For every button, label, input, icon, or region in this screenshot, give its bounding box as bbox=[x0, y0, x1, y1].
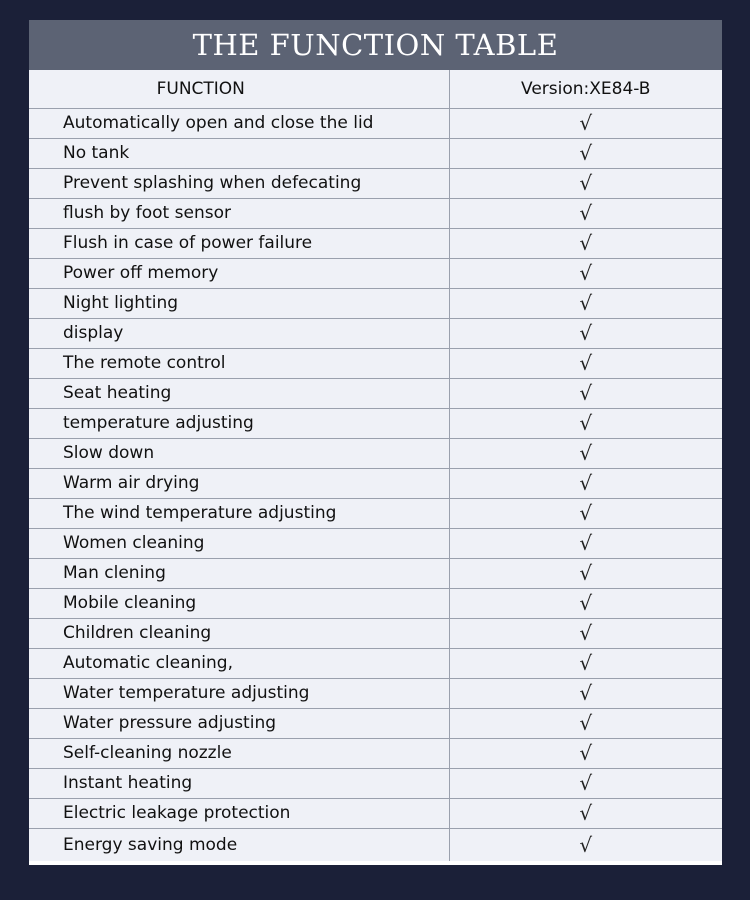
page-title: THE FUNCTION TABLE bbox=[192, 28, 559, 62]
table-row bbox=[29, 678, 722, 708]
checkmark-icon: √ bbox=[449, 108, 722, 138]
table-row bbox=[29, 258, 722, 288]
function-table-panel bbox=[29, 20, 722, 865]
function-column-header: FUNCTION bbox=[29, 70, 449, 108]
function-name-cell: Water temperature adjusting bbox=[29, 678, 449, 708]
function-name-cell: No tank bbox=[29, 138, 449, 168]
function-name-cell: Power off memory bbox=[29, 258, 449, 288]
function-name-cell: Children cleaning bbox=[29, 618, 449, 648]
checkmark-icon: √ bbox=[449, 648, 722, 678]
checkmark-icon: √ bbox=[449, 468, 722, 498]
function-name-cell: Women cleaning bbox=[29, 528, 449, 558]
table-row bbox=[29, 318, 722, 348]
checkmark-icon: √ bbox=[449, 198, 722, 228]
checkmark-icon: √ bbox=[449, 678, 722, 708]
table-row bbox=[29, 588, 722, 618]
table-row bbox=[29, 168, 722, 198]
checkmark-icon: √ bbox=[449, 798, 722, 828]
function-name-cell: Flush in case of power failure bbox=[29, 228, 449, 258]
function-name-cell: temperature adjusting bbox=[29, 408, 449, 438]
checkmark-icon: √ bbox=[449, 708, 722, 738]
checkmark-icon: √ bbox=[449, 558, 722, 588]
function-name-cell: Warm air drying bbox=[29, 468, 449, 498]
checkmark-icon: √ bbox=[449, 738, 722, 768]
checkmark-icon: √ bbox=[449, 768, 722, 798]
function-name-cell: Prevent splashing when defecating bbox=[29, 168, 449, 198]
function-name-cell: The remote control bbox=[29, 348, 449, 378]
table-row bbox=[29, 768, 722, 798]
table-row bbox=[29, 408, 722, 438]
checkmark-icon: √ bbox=[449, 378, 722, 408]
function-name-cell: Night lighting bbox=[29, 288, 449, 318]
checkmark-icon: √ bbox=[449, 138, 722, 168]
table-row bbox=[29, 348, 722, 378]
function-name-cell: Water pressure adjusting bbox=[29, 708, 449, 738]
checkmark-icon: √ bbox=[449, 588, 722, 618]
function-name-cell: Instant heating bbox=[29, 768, 449, 798]
table-row bbox=[29, 558, 722, 588]
function-name-cell: Self-cleaning nozzle bbox=[29, 738, 449, 768]
function-name-cell: Electric leakage protection bbox=[29, 798, 449, 828]
checkmark-icon: √ bbox=[449, 168, 722, 198]
checkmark-icon: √ bbox=[449, 288, 722, 318]
table-row bbox=[29, 798, 722, 828]
table-row bbox=[29, 288, 722, 318]
function-table bbox=[29, 70, 722, 861]
function-name-cell: Automatically open and close the lid bbox=[29, 108, 449, 138]
table-row bbox=[29, 468, 722, 498]
table-row bbox=[29, 108, 722, 138]
table-row bbox=[29, 828, 722, 861]
checkmark-icon: √ bbox=[449, 228, 722, 258]
table-row bbox=[29, 528, 722, 558]
table-row bbox=[29, 738, 722, 768]
checkmark-icon: √ bbox=[449, 258, 722, 288]
function-name-cell: Energy saving mode bbox=[29, 828, 449, 861]
function-name-cell: Automatic cleaning, bbox=[29, 648, 449, 678]
function-name-cell: Mobile cleaning bbox=[29, 588, 449, 618]
checkmark-icon: √ bbox=[449, 498, 722, 528]
table-row bbox=[29, 378, 722, 408]
function-name-cell: Seat heating bbox=[29, 378, 449, 408]
title-bar bbox=[29, 20, 722, 70]
checkmark-icon: √ bbox=[449, 348, 722, 378]
function-name-cell: Slow down bbox=[29, 438, 449, 468]
table-row bbox=[29, 708, 722, 738]
table-row bbox=[29, 498, 722, 528]
function-name-cell: The wind temperature adjusting bbox=[29, 498, 449, 528]
table-row bbox=[29, 648, 722, 678]
function-name-cell: Man clening bbox=[29, 558, 449, 588]
checkmark-icon: √ bbox=[579, 832, 593, 857]
checkmark-icon: √ bbox=[449, 318, 722, 348]
version-column-header: Version:XE84-B bbox=[449, 70, 722, 108]
table-row bbox=[29, 138, 722, 168]
checkmark-icon: √ bbox=[449, 528, 722, 558]
table-row bbox=[29, 438, 722, 468]
table-row bbox=[29, 228, 722, 258]
function-name-cell: display bbox=[29, 318, 449, 348]
table-header-row bbox=[29, 70, 722, 108]
function-name-cell: flush by foot sensor bbox=[29, 198, 449, 228]
checkmark-icon: √ bbox=[449, 408, 722, 438]
checkmark-icon: √ bbox=[449, 618, 722, 648]
table-row bbox=[29, 198, 722, 228]
table-row bbox=[29, 618, 722, 648]
checkmark-icon: √ bbox=[449, 438, 722, 468]
